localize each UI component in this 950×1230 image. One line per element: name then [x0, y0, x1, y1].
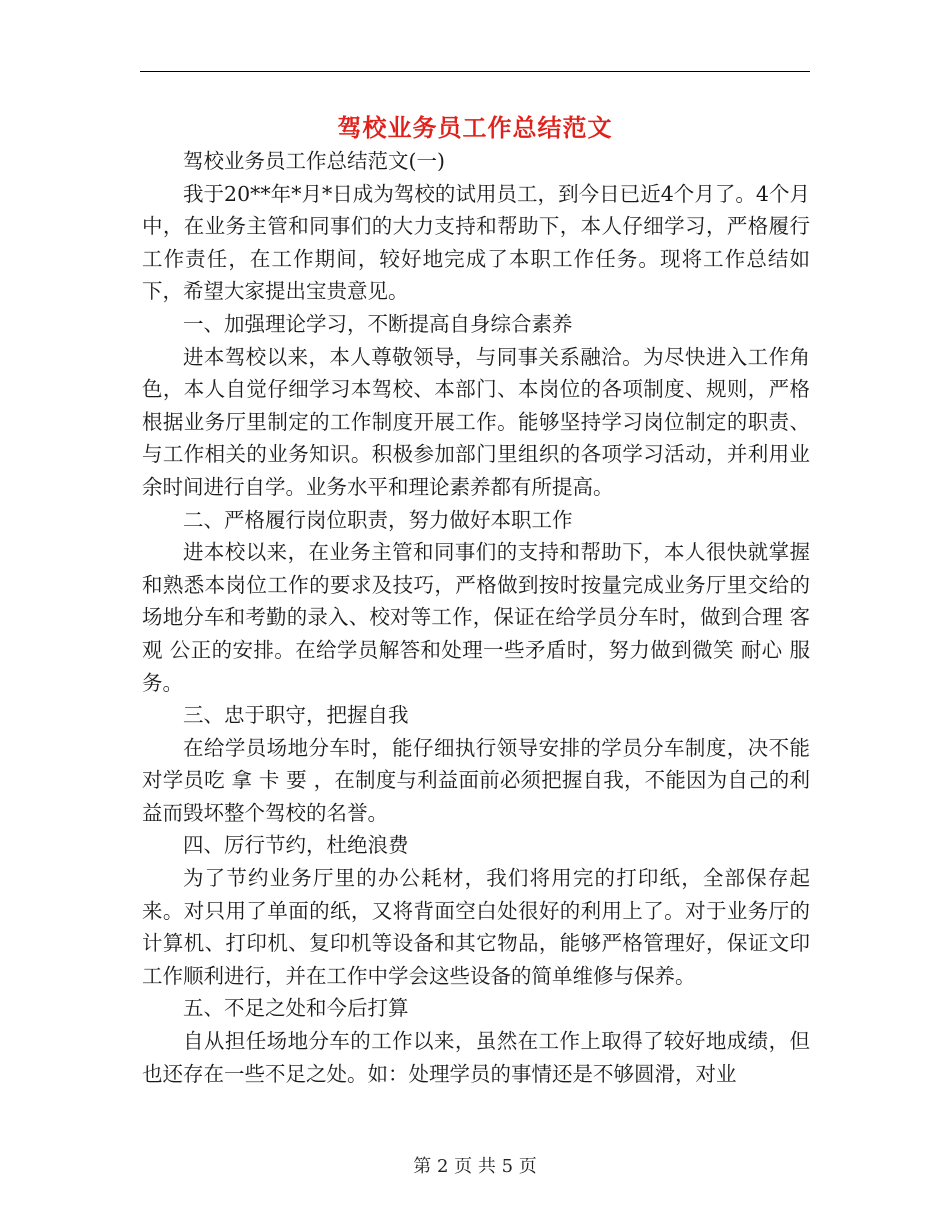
- page-number-footer: 第 2 页 共 5 页: [413, 1156, 537, 1177]
- section-heading-4: 四、厉行节约，杜绝浪费: [183, 833, 409, 858]
- paragraph-subtitle: 驾校业务员工作总结范文(一): [183, 149, 445, 173]
- header-rule: [140, 71, 810, 72]
- document-title: 驾校业务员工作总结范文: [337, 114, 613, 142]
- paragraph-section-3: 在给学员场地分车时，能仔细执行领导安排的学员分车制度，决不能对学员吃 拿 卡 要 ，在制度与利益面前必须把握自我，不能因为自己的利益而毁坏整个驾校的名誉。: [142, 735, 810, 825]
- paragraph-section-1: 进本驾校以来，本人尊敬领导，与同事关系融洽。为尽快进入工作角色，本人自觉仔细学习本驾校、本部门、本岗位的各项制度、规则，严格根据业务厅里制定的工作制度开展工作。能够坚持学习岗位制定的职责、与工作相关的业务知识。积极参加部门里组织的各项学习活动，并利用业余时间进行自学。业务水平和理论素养都有所提高。: [142, 344, 810, 499]
- document-body: [142, 145, 810, 1090]
- paragraph-section-2: 进本校以来，在业务主管和同事们的支持和帮助下，本人很快就掌握和熟悉本岗位工作的要求及技巧，严格做到按时按量完成业务厅里交给的场地分车和考勤的录入、校对等工作，保证在给学员分车时，做到合理 客观 公正的安排。在给学员解答和处理一些矛盾时，努力做到微笑 耐心 服务。: [142, 540, 810, 695]
- section-heading-5: 五、不足之处和今后打算: [183, 996, 409, 1021]
- paragraph-section-5: 自从担任场地分车的工作以来，虽然在工作上取得了较好地成绩，但也还存在一些不足之处。如：处理学员的事情还是不够圆滑，对业: [142, 1029, 810, 1086]
- paragraph-intro: 我于20**年*月*日成为驾校的试用员工，到今日已近4个月了。4个月中，在业务主管和同事们的大力支持和帮助下，本人仔细学习，严格履行工作责任，在工作期间，较好地完成了本职工作任务。现将工作总结如下，希望大家提出宝贵意见。: [142, 181, 810, 304]
- section-heading-3: 三、忠于职守，把握自我: [183, 703, 409, 728]
- section-heading-1: 一、加强理论学习，不断提高自身综合素养: [183, 311, 573, 336]
- section-heading-2: 二、严格履行岗位职责，努力做好本职工作: [183, 507, 573, 532]
- paragraph-section-4: 为了节约业务厅里的办公耗材，我们将用完的打印纸，全部保存起来。对只用了单面的纸，又将背面空白处很好的利用上了。对于业务厅的计算机、打印机、复印机等设备和其它物品，能够严格管理好，保证文印工作顺利进行，并在工作中学会这些设备的简单维修与保养。: [142, 866, 810, 988]
